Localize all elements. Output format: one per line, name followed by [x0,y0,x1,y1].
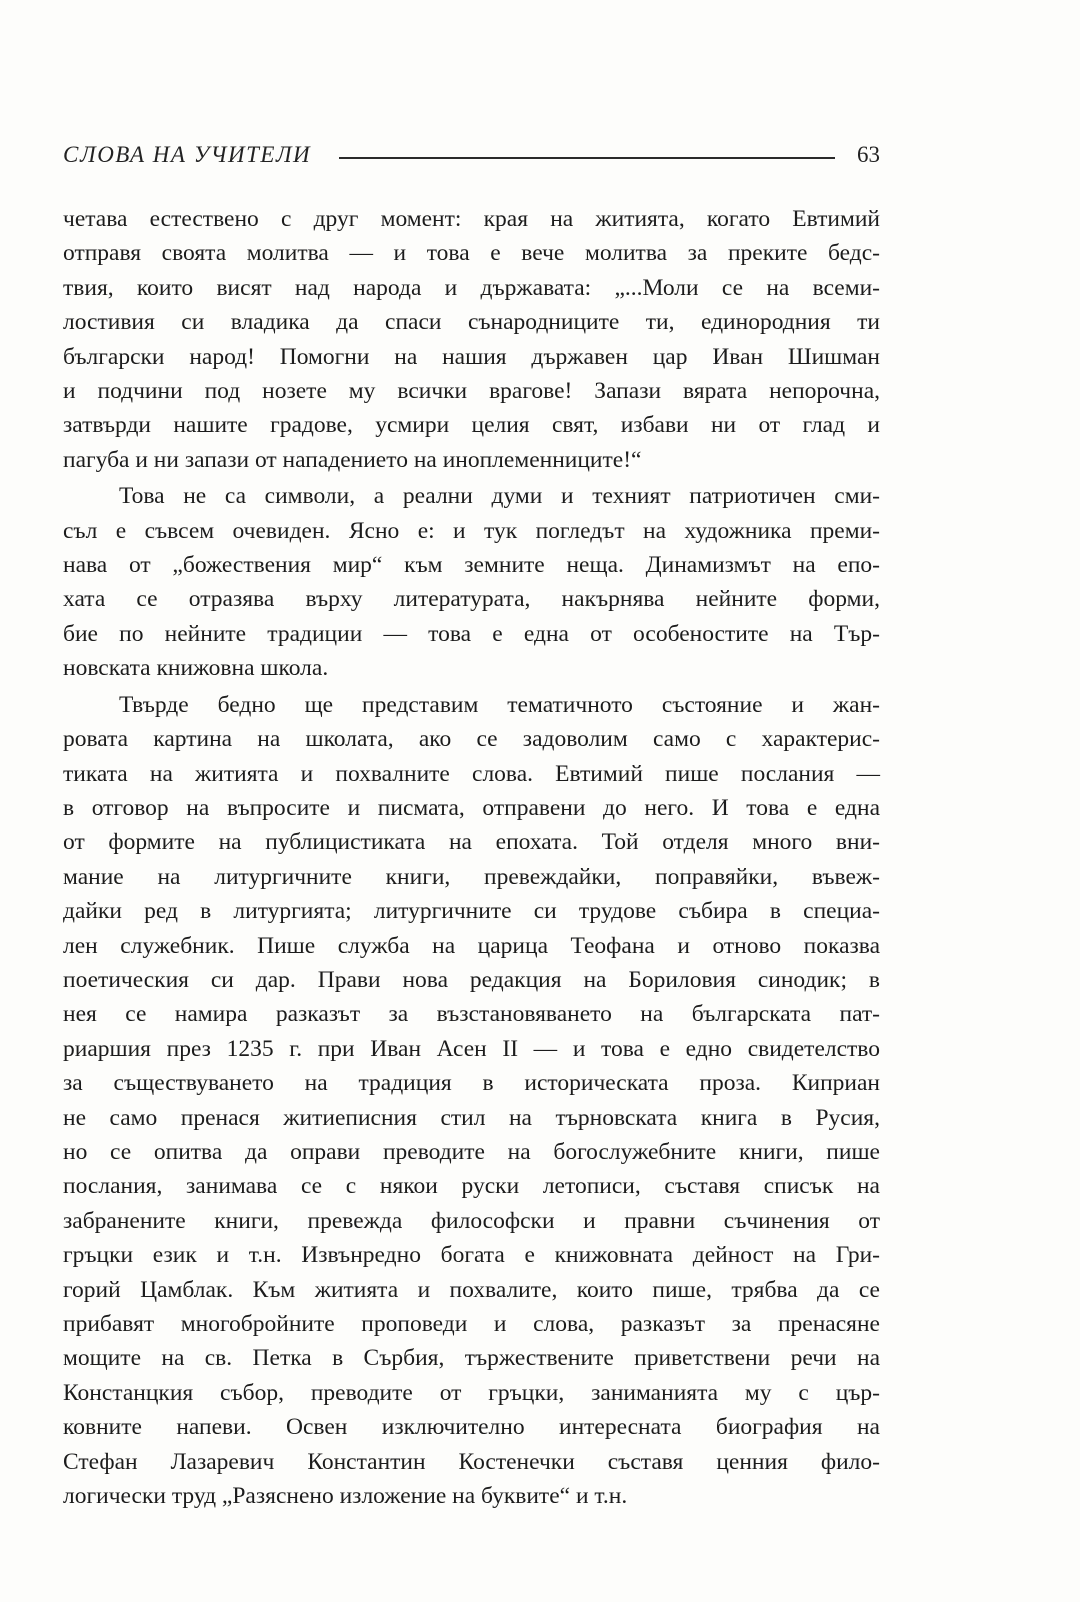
text-line: лен служебник. Пише служба на царица Теофана и отново показва [63,932,880,959]
text-line: Твърде бедно ще представим тематичното състояние и жан- [119,691,880,718]
text-line: Това не са символи, а реални думи и техният патриотичен сми- [119,483,880,510]
text-line: български народ! Помогни на нашия държавен цар Иван Шишман [63,343,880,370]
text-line: не само пренася житиеписния стил на търновската книга в Русия, [63,1104,880,1131]
text-line: мание на литургичните книги, превеждайки, поправяйки, въвеж- [63,863,880,890]
text-line: гръцки език и т.н. Извънредно богата е книжовната дейност на Гри- [63,1242,880,1269]
text-line: бие по нейните традиции — това е една от особеностите на Тър- [63,620,880,647]
text-line: за съществуването на традиция в историческата проза. Киприан [63,1070,880,1097]
running-title: СЛОВА НА УЧИТЕЛИ [63,142,312,167]
text-line: твия, които висят над народа и държавата: „...Моли се на всеми- [63,274,880,301]
text-line: лостивия си владика да спаси сънародниците ти, единородния ти [63,309,880,336]
text-line: мощите на св. Петка в Сърбия, тържествените приветствени речи на [63,1345,880,1372]
text-line: хата се отразява върху литературата, накърнява нейните форми, [63,586,880,613]
text-line: новската книжовна школа. [63,655,329,682]
text-line: поетическия си дар. Прави нова редакция на Бориловия синодик; в [63,966,880,993]
text-line: пагуба и ни запази от нападението на иноплеменниците!“ [63,446,642,473]
text-line: логически труд „Разяснено изложение на буквите“ и т.н. [63,1483,628,1510]
text-line: от формите на публицистиката на епохата. Той отделя много вни- [63,829,880,856]
text-line: затвърди нашите градове, усмири целия свят, избави ни от глад и [63,412,880,439]
paragraph [63,688,880,1514]
text-line: забранените книги, превежда философски и правни съчинения от [63,1207,880,1234]
header-rule [339,157,835,159]
text-line: четава естествено с друг момент: края на житията, когато Евтимий [63,206,880,232]
running-header [63,137,880,173]
text-line: тиката на житията и похвалните слова. Евтимий пише послания — [63,760,880,787]
paragraph [63,202,880,477]
text-line: съл е съвсем очевиден. Ясно е: и тук погледът на художника преми- [63,517,880,544]
text-line: послания, занимава се с някои руски летописи, съставя списък на [63,1173,880,1200]
text-line: прибавят многобройните проповеди и слова, разказът за пренасяне [63,1311,880,1337]
text-line: ковните напеви. Освен изключително интересната биография на [63,1414,880,1441]
text-line: нава от „божествения мир“ към земните неща. Динамизмът на епо- [63,552,880,579]
text-line: дайки ред в литургията; литургичните си трудове събира в специа- [63,898,880,925]
page-number: 63 [857,142,880,167]
text-line: риаршия през 1235 г. при Иван Асен II — и това е едно свидетелство [63,1035,880,1062]
text-line: отправя своята молитва — и това е вече молитва за преките бедс- [63,240,880,267]
text-line: нея се намира разказът за възстановяването на българската пат- [63,1001,880,1028]
paragraph [63,479,880,685]
text-line: в отговор на въпросите и писмата, отправени до него. И това е една [63,794,880,821]
text-line: Констанцкия събор, преводите от гръцки, заниманията му с цър- [63,1379,880,1406]
text-line: Стефан Лазаревич Константин Костенечки съставя ценния фило- [63,1448,880,1475]
text-line: ровата картина на школата, ако се задоволим само с характерис- [63,726,880,753]
body-text [63,202,880,1513]
text-line: и подчини под нозете му всички врагове! Запази вярата непорочна, [63,378,880,405]
text-line: горий Цамблак. Към житията и похвалите, които пише, трябва да се [63,1276,880,1303]
text-line: но се опитва да оправи преводите на богослужебните книги, пише [63,1138,880,1165]
